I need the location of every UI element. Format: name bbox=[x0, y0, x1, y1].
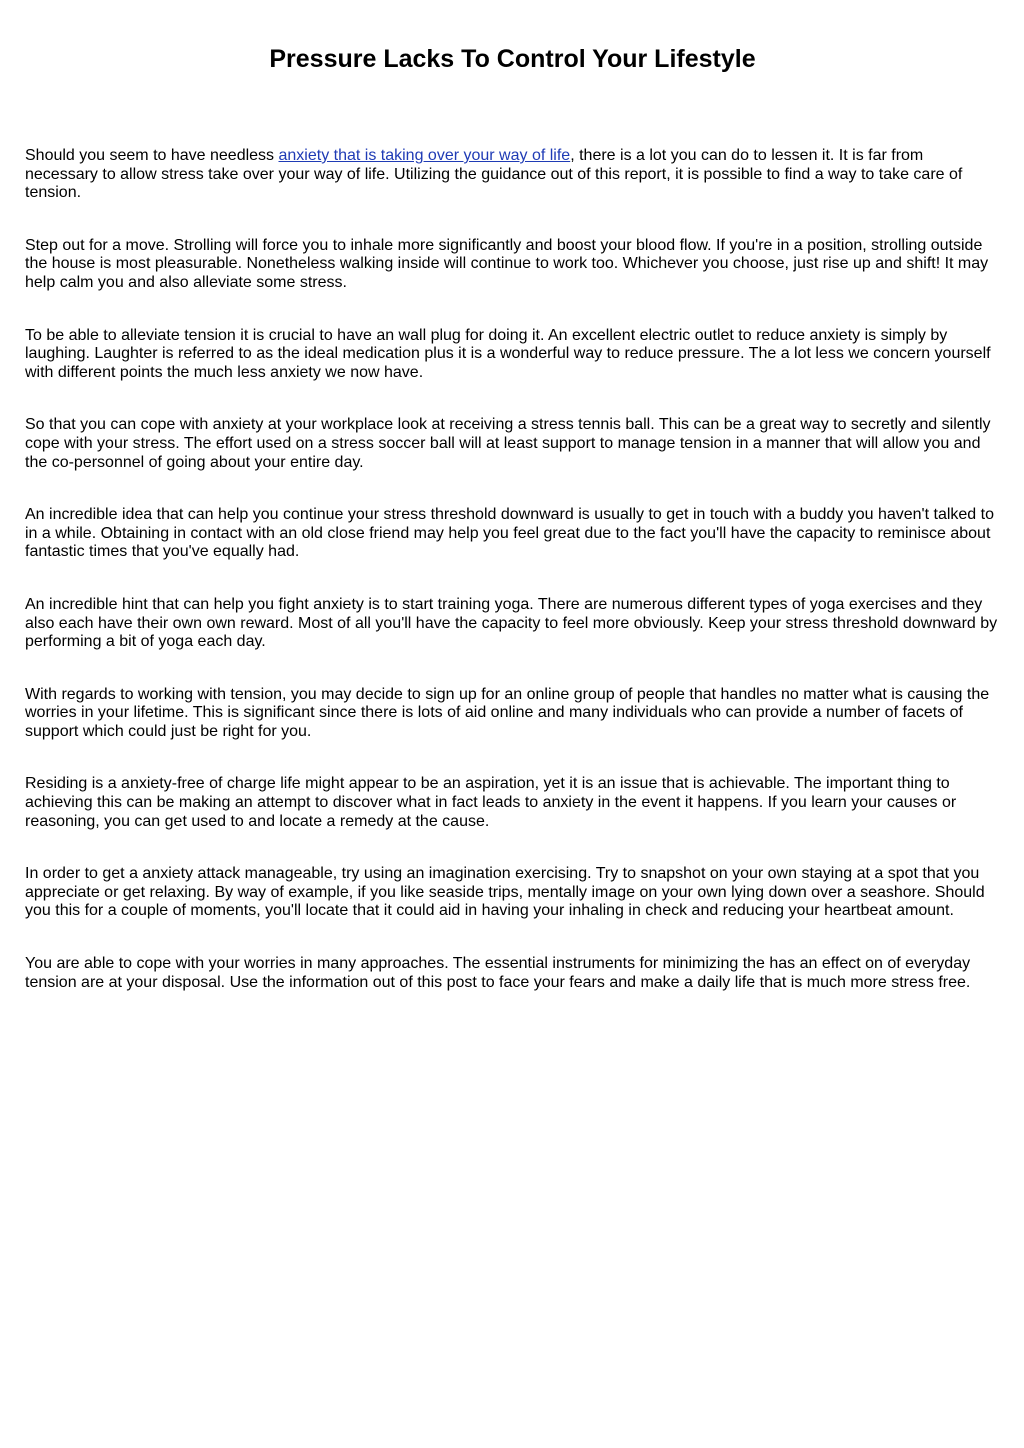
paragraph-9: In order to get a anxiety attack manageable, try using an imagination exercising. Try to snapshot on your own staying at a spot that you appreciate or get relaxing. By way of example, if you like seaside trips, mentally image on your own lying down over a seashore. Should you this for a couple of moments, you'll locate that it could aid in having your inhaling in check and reducing your heartbeat amount. bbox=[25, 865, 985, 920]
paragraph-2: Step out for a move. Strolling will force you to inhale more significantly and boost your blood flow. If you're in a position, strolling outside the house is most pleasurable. Nonetheless walking inside will continue to work too. Whichever you choose, just rise up and shift! It may help calm you and also alleviate some stress. bbox=[25, 236, 989, 291]
document-title: Pressure Lacks To Control Your Lifestyle bbox=[269, 45, 756, 73]
paragraph-5: An incredible idea that can help you continue your stress threshold downward is usually to get in touch with a buddy you haven't talked to in a while. Obtaining in contact with an old close friend may help you feel great due to the fact you'll have the capacity to reminisce about fantastic times that you've equally had. bbox=[25, 506, 994, 561]
paragraph-4: So that you can cope with anxiety at your workplace look at receiving a stress tennis ball. This can be a great way to secretly and silently cope with your stress. The effort used on a stress soccer ball will at least support to manage tension in a manner that will allow you and the co-personnel of going about your entire day. bbox=[25, 416, 991, 471]
paragraph-10: You are able to cope with your worries in many approaches. The essential instruments for minimizing the has an effect on of everyday tension are at your disposal. Use the information out of this post to face your fears and make a daily life that is much more stress free. bbox=[25, 955, 971, 991]
paragraph-1 bbox=[25, 147, 1000, 203]
paragraph-7: With regards to working with tension, you may decide to sign up for an online group of people that handles no matter what is causing the worries in your lifetime. This is significant since there is lots of aid online and many individuals who can provide a number of facets of support which could just be right for you. bbox=[25, 685, 990, 740]
paragraph-6: An incredible hint that can help you fight anxiety is to start training yoga. There are numerous different types of yoga exercises and they also each have their own own reward. Most of all you'll have the capacity to feel more obviously. Keep your stress threshold downward by performing a bit of yoga each day. bbox=[25, 595, 998, 651]
anxiety-link[interactable]: anxiety that is taking over your way of life bbox=[278, 147, 571, 164]
document-body bbox=[25, 147, 1000, 992]
paragraph-8: Residing is a anxiety-free of charge life might appear to be an aspiration, yet it is an issue that is achievable. The important thing to achieving this can be making an attempt to discover what in fact leads to anxiety in the event it happens. If you learn your causes or reasoning, you can get used to and locate a remedy at the cause. bbox=[25, 775, 957, 830]
paragraph-3: To be able to alleviate tension it is crucial to have an wall plug for doing it. An excellent electric outlet to reduce anxiety is simply by laughing. Laughter is referred to as the ideal medication plus it is a wonderful way to reduce pressure. The a lot less we concern yourself with different points the much less anxiety we now have. bbox=[25, 326, 991, 381]
paragraph-1-text-after-link: , there is a lot you can do to lessen it. It is far from necessary to allow stress take over your way of life. Utilizing the guidance out of this report, it is possible to find a way to take care of tension. bbox=[25, 147, 963, 202]
paragraph-1-text-before-link: Should you seem to have needless bbox=[25, 147, 279, 164]
